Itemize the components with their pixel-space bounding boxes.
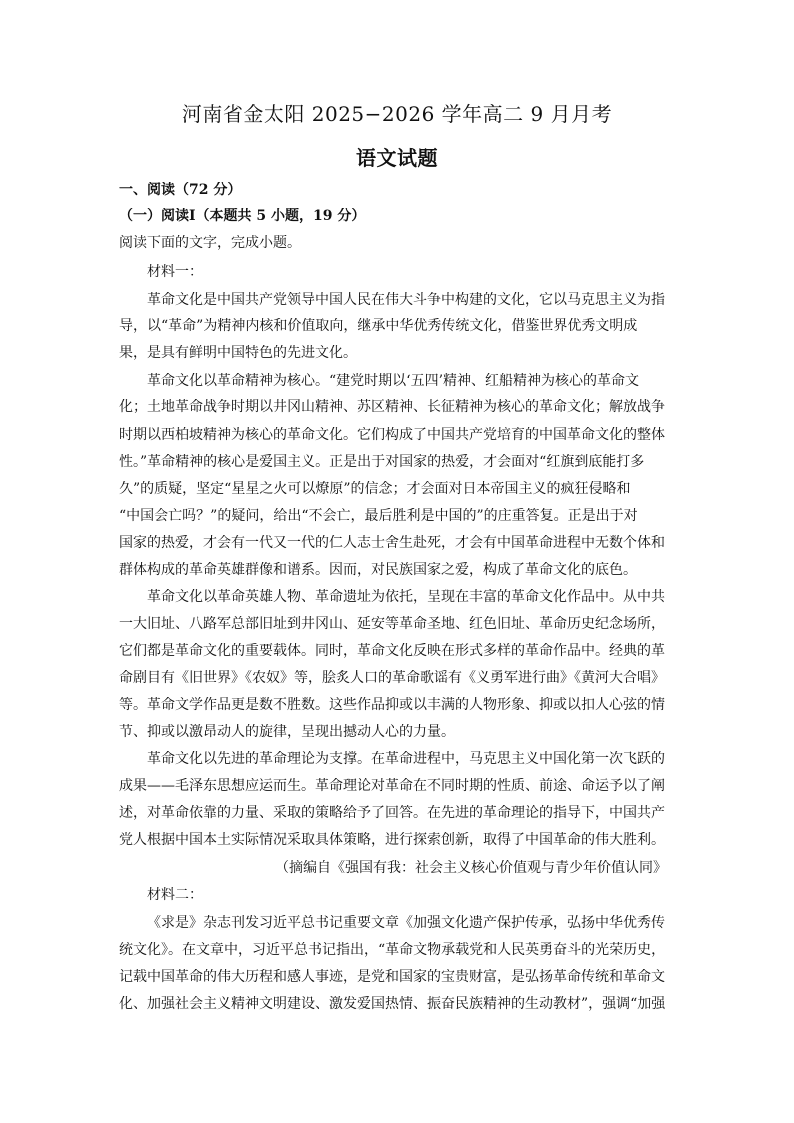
material-1-line: 果，是具有鲜明中国特色的先进文化。	[119, 345, 357, 361]
material-1-line: 革命文化以革命英雄人物、革命遗址为依托，呈现在丰富的革命文化作品中。从中共	[147, 589, 665, 605]
material-1-line: 革命文化是中国共产党领导中国人民在伟大斗争中构建的文化，它以马克思主义为指	[147, 292, 665, 308]
material-2-label: 材料二：	[147, 887, 203, 903]
material-1-line: 它们都是革命文化的重要载体。同时，革命文化反映在形式多样的革命作品中。经典的革	[119, 643, 665, 659]
instruction: 阅读下面的文字，完成小题。	[119, 235, 301, 251]
material-1-line: 节、抑或以激昂动人的旋律，呈现出撼动人心的力量。	[119, 724, 455, 740]
material-1-line: 化；土地革命战争时期以井冈山精神、苏区精神、长征精神为核心的革命文化；解放战争	[119, 399, 665, 415]
sub-heading: （一）阅读Ⅰ（本题共 5 小题，19 分）	[119, 208, 366, 224]
material-2-line: 《求是》杂志刊发习近平总书记重要文章《加强文化遗产保护传承，弘扬中华优秀传	[147, 915, 665, 931]
material-1-line: 时期以西柏坡精神为核心的革命文化。它们构成了中国共产党培育的中国革命文化的整体	[119, 427, 665, 443]
exam-title: 河南省金太阳 2025−2026 学年高二 9 月月考	[181, 102, 613, 126]
material-1-source: （摘编自《强国有我：社会主义核心价值观与青少年价值认同》	[275, 860, 667, 876]
material-1-line: 群体构成的革命英雄群像和谱系。因而，对民族国家之爱，构成了革命文化的底色。	[119, 562, 637, 578]
material-1-line: 述，对革命依靠的力量、采取的策略给予了回答。在先进的革命理论的指导下，中国共产	[119, 805, 665, 821]
material-1-line: 命剧目有《旧世界》《农奴》等，脍炙人口的革命歌谣有《义勇军进行曲》《黄河大合唱》	[119, 670, 665, 686]
material-1-line: 革命文化以革命精神为核心。“建党时期以‘五四’精神、红船精神为核心的革命文	[147, 373, 640, 389]
subject-title: 语文试题	[356, 146, 438, 170]
material-1-line: 导，以“革命”为精神内核和价值取向，继承中华优秀传统文化，借鉴世界优秀文明成	[119, 318, 638, 334]
material-1-line: 革命文化以先进的革命理论为支撑。在革命进程中，马克思主义中国化第一次飞跃的	[147, 751, 665, 767]
material-1-label: 材料一：	[147, 264, 203, 280]
material-2-line: 化、加强社会主义精神文明建设、激发爱国热情、振奋民族精神的生动教材”，强调“加强	[119, 996, 666, 1012]
material-2-line: 统文化》。在文章中，习近平总书记指出，“革命文物承载党和人民英勇奋斗的光荣历史，	[119, 942, 666, 958]
material-1-line: 等。革命文学作品更是数不胜数。这些作品抑或以丰满的人物形象、抑或以扣人心弦的情	[119, 697, 665, 713]
material-1-line: 党人根据中国本土实际情况采取具体策略，进行探索创新，取得了中国革命的伟大胜利。	[119, 832, 665, 848]
section-heading: 一、阅读（72 分）	[119, 182, 242, 198]
material-1-line: “中国会亡吗？”的疑问，给出“不会亡，最后胜利是中国的”的庄重答复。正是出于对	[119, 508, 638, 524]
material-1-line: 性。”革命精神的核心是爱国主义。正是出于对国家的热爱，才会面对“红旗到底能打多	[119, 454, 645, 470]
material-1-line: 国家的热爱，才会有一代又一代的仁人志士舍生赴死，才会有中国革命进程中无数个体和	[119, 535, 665, 551]
material-1-line: 一大旧址、八路军总部旧址到井冈山、延安等革命圣地、红色旧址、革命历史纪念场所，	[119, 616, 665, 632]
material-1-line: 成果——毛泽东思想应运而生。革命理论对革命在不同时期的性质、前途、命运予以了阐	[119, 778, 665, 794]
material-2-line: 记载中国革命的伟大历程和感人事迹，是党和国家的宝贵财富，是弘扬革命传统和革命文	[119, 969, 665, 985]
material-1-line: 久”的质疑，坚定“星星之火可以燎原”的信念；才会面对日本帝国主义的疯狂侵略和	[119, 481, 631, 497]
